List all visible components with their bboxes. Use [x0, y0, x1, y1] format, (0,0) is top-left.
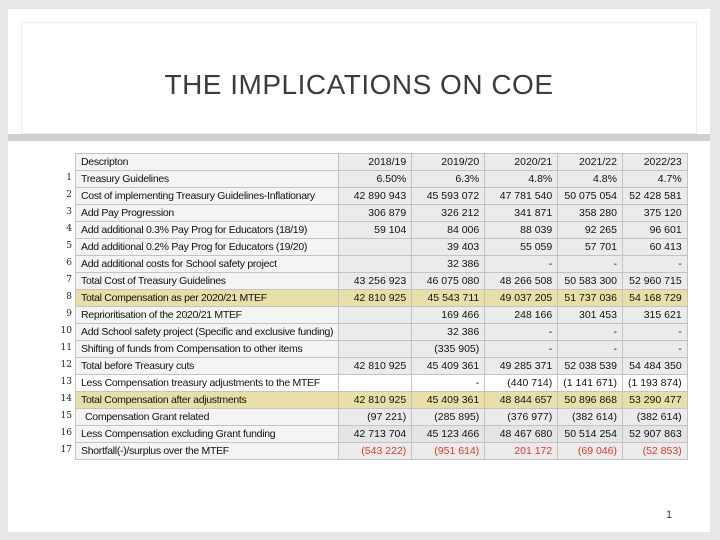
row-value: 341 871 [485, 205, 558, 222]
row-value: 42 810 925 [339, 290, 412, 307]
row-value: 51 737 036 [558, 290, 623, 307]
table-row [76, 273, 688, 290]
table-row [76, 222, 688, 239]
row-description: Add School safety project (Specific and exclusive funding) [76, 324, 339, 341]
row-value: 42 890 943 [339, 188, 412, 205]
slide-title: THE IMPLICATIONS ON COE [164, 69, 554, 100]
row-value: (52 853) [622, 443, 687, 460]
row-value: (376 977) [485, 409, 558, 426]
row-value: 6.50% [339, 171, 412, 188]
row-number: 6 [66, 258, 72, 268]
row-value: 42 713 704 [339, 426, 412, 443]
row-value: 50 896 868 [558, 392, 623, 409]
row-value: (543 222) [339, 443, 412, 460]
row-description: Add additional 0.3% Pay Prog for Educators (18/19) [76, 222, 339, 239]
row-value: - [558, 324, 623, 341]
row-value: 52 428 581 [622, 188, 687, 205]
row-value: 52 960 715 [622, 273, 687, 290]
row-number: 3 [66, 207, 72, 217]
row-description: Total Compensation as per 2020/21 MTEF [76, 290, 339, 307]
row-value: 84 006 [412, 222, 485, 239]
row-value: (382 614) [622, 409, 687, 426]
row-value: 53 290 477 [622, 392, 687, 409]
row-value: 48 266 508 [485, 273, 558, 290]
header-year: 2018/19 [339, 154, 412, 171]
header-description: Descripton [76, 154, 339, 171]
row-value: 45 593 072 [412, 188, 485, 205]
row-value: 52 907 863 [622, 426, 687, 443]
row-value [339, 341, 412, 358]
row-value: (285 895) [412, 409, 485, 426]
row-description: Compensation Grant related [76, 409, 339, 426]
row-value: (440 714) [485, 375, 558, 392]
row-value: 50 583 300 [558, 273, 623, 290]
row-value [339, 307, 412, 324]
table-row [76, 341, 688, 358]
table-row [76, 426, 688, 443]
row-value: 169 466 [412, 307, 485, 324]
table-row [76, 205, 688, 222]
header-year: 2021/22 [558, 154, 623, 171]
row-value: 96 601 [622, 222, 687, 239]
row-value: 48 844 657 [485, 392, 558, 409]
row-number: 4 [66, 224, 72, 234]
row-value: 88 039 [485, 222, 558, 239]
row-value [339, 375, 412, 392]
row-description: Add additional 0.2% Pay Prog for Educators (19/20) [76, 239, 339, 256]
row-value: 57 701 [558, 239, 623, 256]
row-value: 306 879 [339, 205, 412, 222]
row-value: (382 614) [558, 409, 623, 426]
row-value: 50 075 054 [558, 188, 623, 205]
row-number: 9 [66, 309, 72, 319]
row-description: Less Compensation excluding Grant funding [76, 426, 339, 443]
header-year: 2020/21 [485, 154, 558, 171]
row-value: 46 075 080 [412, 273, 485, 290]
row-value: 48 467 680 [485, 426, 558, 443]
row-value: 45 409 361 [412, 358, 485, 375]
row-value: 45 123 466 [412, 426, 485, 443]
row-value: 50 514 254 [558, 426, 623, 443]
row-value: 375 120 [622, 205, 687, 222]
table-row-highlighted [76, 290, 688, 307]
table-row [76, 324, 688, 341]
row-number: 16 [60, 428, 72, 438]
table-row [76, 358, 688, 375]
row-value: 248 166 [485, 307, 558, 324]
table-row [76, 171, 688, 188]
table-row [76, 307, 688, 324]
row-value: 47 781 540 [485, 188, 558, 205]
row-value: 49 285 371 [485, 358, 558, 375]
row-number-column [46, 153, 72, 459]
row-value: 54 484 350 [622, 358, 687, 375]
row-description: Reprioritisation of the 2020/21 MTEF [76, 307, 339, 324]
row-description: Add additional costs for School safety project [76, 256, 339, 273]
row-value: (69 046) [558, 443, 623, 460]
table-row [76, 188, 688, 205]
table-row [76, 409, 688, 426]
row-number: 1 [66, 173, 72, 183]
row-value: 32 386 [412, 324, 485, 341]
row-number: 11 [60, 343, 72, 353]
row-value: - [412, 375, 485, 392]
row-value: 54 168 729 [622, 290, 687, 307]
row-value: 42 810 925 [339, 358, 412, 375]
row-description: Total before Treasury cuts [76, 358, 339, 375]
row-description: Total Compensation after adjustments [76, 392, 339, 409]
row-value: - [622, 341, 687, 358]
page-number: 1 [666, 509, 673, 521]
row-value: - [485, 324, 558, 341]
row-value: 6.3% [412, 171, 485, 188]
row-number: 10 [60, 326, 72, 336]
row-value: 4.7% [622, 171, 687, 188]
row-value: 43 256 923 [339, 273, 412, 290]
row-description: Total Cost of Treasury Guidelines [76, 273, 339, 290]
coe-table [75, 153, 688, 460]
row-value: 45 543 711 [412, 290, 485, 307]
row-value: 60 413 [622, 239, 687, 256]
row-value: 4.8% [558, 171, 623, 188]
title-divider-band [8, 134, 710, 141]
row-number: 8 [66, 292, 72, 302]
row-description: Shifting of funds from Compensation to other items [76, 341, 339, 358]
row-value [339, 256, 412, 273]
table-row-shortfall [76, 443, 688, 460]
row-value: 326 212 [412, 205, 485, 222]
row-description: Add Pay Progression [76, 205, 339, 222]
row-value: 42 810 925 [339, 392, 412, 409]
row-value: - [485, 341, 558, 358]
row-number: 15 [60, 411, 72, 421]
row-value: 59 104 [339, 222, 412, 239]
header-year: 2022/23 [622, 154, 687, 171]
row-number: 17 [60, 445, 72, 455]
row-value: - [558, 341, 623, 358]
header-year: 2019/20 [412, 154, 485, 171]
row-value: 358 280 [558, 205, 623, 222]
row-value: 32 386 [412, 256, 485, 273]
row-value: (951 614) [412, 443, 485, 460]
row-value: (1 141 671) [558, 375, 623, 392]
row-value: 201 172 [485, 443, 558, 460]
row-description: Less Compensation treasury adjustments to the MTEF [76, 375, 339, 392]
row-description: Treasury Guidelines [76, 171, 339, 188]
row-value: 55 059 [485, 239, 558, 256]
row-value: - [622, 256, 687, 273]
title-box [21, 22, 697, 134]
row-value: 315 621 [622, 307, 687, 324]
row-number-header-spacer [46, 153, 72, 170]
table-row [76, 375, 688, 392]
row-value: 92 265 [558, 222, 623, 239]
row-value: (335 905) [412, 341, 485, 358]
table-row [76, 239, 688, 256]
table-row-highlighted [76, 392, 688, 409]
row-number: 14 [60, 394, 72, 404]
row-value: 52 038 539 [558, 358, 623, 375]
row-value [339, 239, 412, 256]
row-value: 4.8% [485, 171, 558, 188]
row-value: 301 453 [558, 307, 623, 324]
row-value [339, 324, 412, 341]
row-value: - [622, 324, 687, 341]
row-value: - [485, 256, 558, 273]
table-row [76, 256, 688, 273]
row-number: 13 [60, 377, 72, 387]
row-number: 12 [60, 360, 72, 370]
row-value: (1 193 874) [622, 375, 687, 392]
row-value: - [558, 256, 623, 273]
row-number: 2 [66, 190, 72, 200]
row-number: 7 [66, 275, 72, 285]
row-value: 49 037 205 [485, 290, 558, 307]
row-value: (97 221) [339, 409, 412, 426]
row-description: Shortfall(-)/surplus over the MTEF [76, 443, 339, 460]
row-number: 5 [66, 241, 72, 251]
row-value: 39 403 [412, 239, 485, 256]
slide [8, 9, 710, 532]
row-value: 45 409 361 [412, 392, 485, 409]
row-description: Cost of implementing Treasury Guidelines-Inflationary [76, 188, 339, 205]
table-header-row [76, 154, 688, 171]
